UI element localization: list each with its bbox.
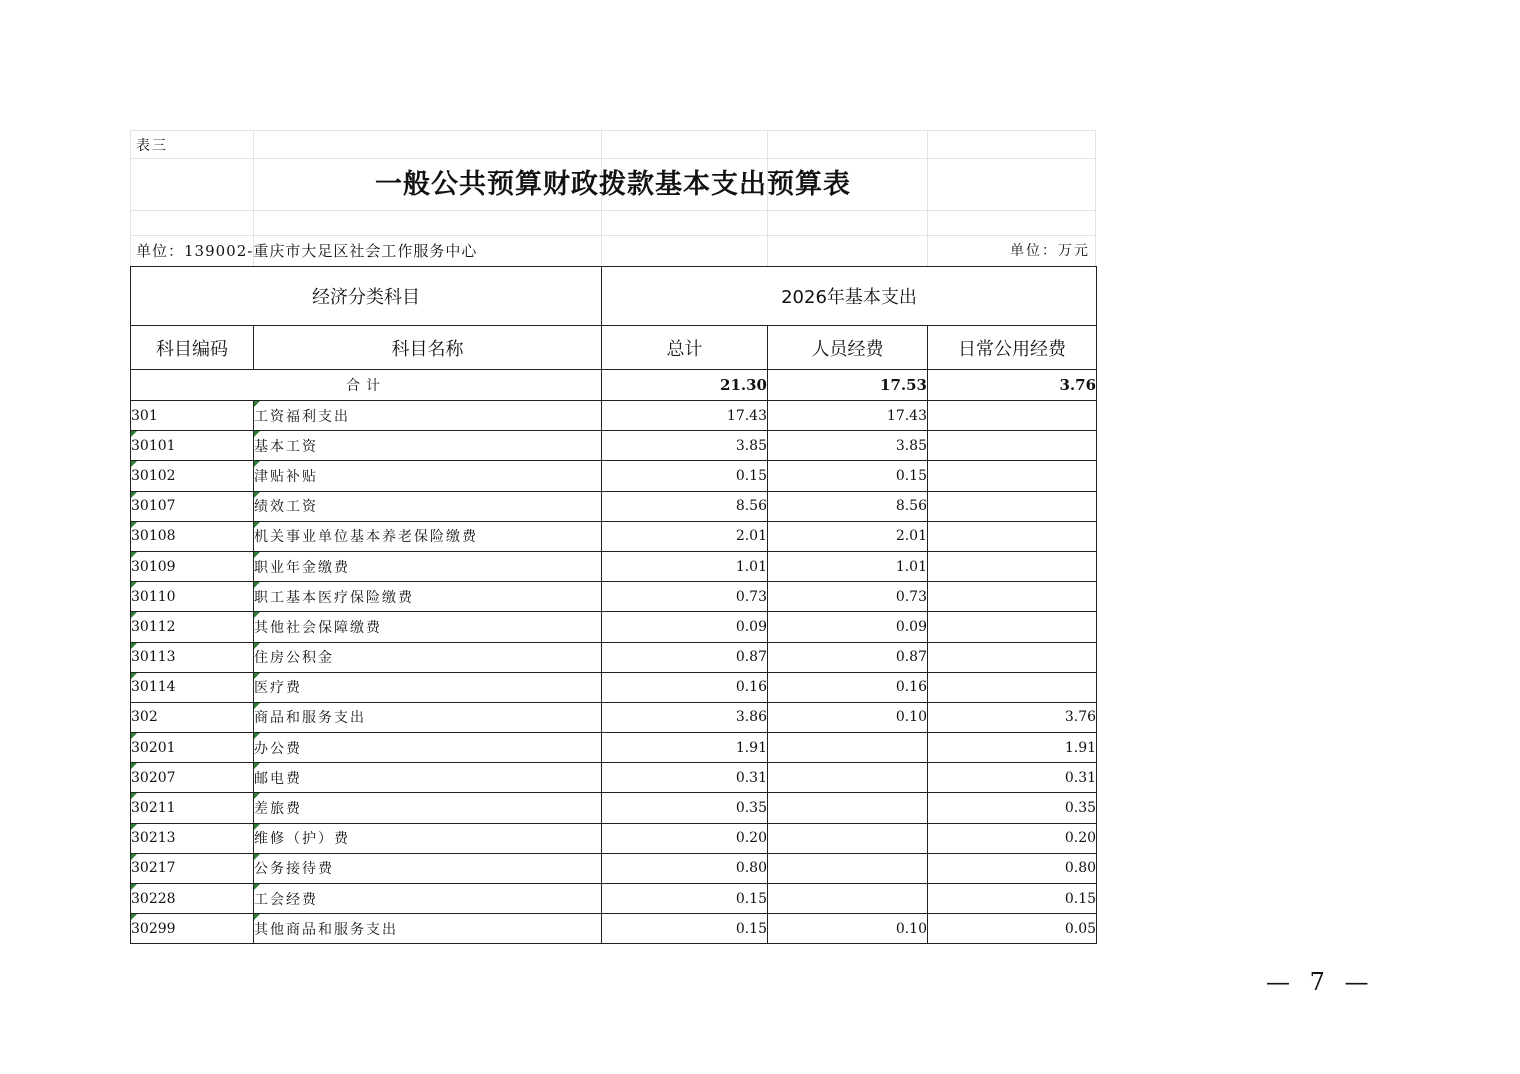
row-code [131, 461, 254, 491]
row-personnel-text: 8.56 [895, 498, 927, 515]
row-total-text: 17.43 [726, 407, 767, 424]
table-row [131, 733, 1097, 763]
row-personnel-text: 2.01 [895, 528, 927, 545]
row-code-text: 30114 [131, 679, 176, 696]
row-total-text: 0.87 [735, 649, 767, 666]
row-total-text: 0.15 [735, 920, 767, 937]
row-name-text: 津贴补贴 [254, 468, 318, 485]
row-code [131, 733, 254, 763]
row-public [928, 642, 1097, 672]
cell-marker-icon [254, 461, 260, 467]
cell-marker-icon [254, 492, 260, 498]
table-row [131, 793, 1097, 823]
row-name [254, 763, 602, 793]
row-personnel [768, 823, 928, 853]
row-personnel-text: 17.43 [886, 407, 927, 424]
cell-marker-icon [254, 401, 260, 407]
row-name-text: 机关事业单位基本养老保险缴费 [254, 529, 478, 546]
row-total [602, 733, 768, 763]
cell-marker-icon [131, 612, 137, 618]
table-row [131, 551, 1097, 581]
total-personnel: 17.53 [768, 370, 928, 401]
row-code-text: 302 [131, 709, 158, 726]
unit-organization: 单位：139002-重庆市大足区社会工作服务中心 [136, 242, 478, 260]
row-personnel [768, 884, 928, 914]
row-code [131, 582, 254, 612]
row-public [928, 672, 1097, 702]
row-name-text: 其他商品和服务支出 [254, 921, 398, 938]
cell-marker-icon [254, 854, 260, 860]
row-name [254, 551, 602, 581]
cell-marker-icon [254, 431, 260, 437]
row-public [928, 612, 1097, 642]
row-code-text: 30299 [131, 920, 176, 937]
row-code-text: 30113 [131, 649, 176, 666]
row-total [602, 551, 768, 581]
total-label: 合计 [131, 370, 602, 401]
row-public-text: 0.05 [1064, 920, 1097, 937]
row-public [928, 733, 1097, 763]
row-total-text: 3.85 [735, 437, 767, 454]
row-code [131, 672, 254, 702]
row-personnel [768, 642, 928, 672]
row-total [602, 491, 768, 521]
row-public [928, 551, 1097, 581]
table-row [131, 884, 1097, 914]
row-total [602, 853, 768, 883]
row-public [928, 401, 1097, 431]
row-name-text: 医疗费 [254, 680, 302, 697]
cell-marker-icon [131, 824, 137, 830]
row-total [602, 884, 768, 914]
table-row [131, 763, 1097, 793]
cell-marker-icon [131, 552, 137, 558]
row-personnel [768, 793, 928, 823]
row-name [254, 582, 602, 612]
row-name [254, 853, 602, 883]
header-economic-category: 经济分类科目 [131, 267, 602, 326]
row-name [254, 491, 602, 521]
row-code-text: 30110 [131, 588, 176, 605]
row-name-text: 工资福利支出 [254, 408, 350, 425]
table-row [131, 914, 1097, 944]
cell-marker-icon [254, 552, 260, 558]
table-row [131, 672, 1097, 702]
row-public [928, 853, 1097, 883]
row-personnel-text: 0.10 [895, 709, 927, 726]
row-name-text: 差旅费 [254, 801, 302, 818]
cell-marker-icon [254, 673, 260, 679]
row-personnel-text: 0.87 [895, 649, 927, 666]
cell-marker-icon [131, 582, 137, 588]
cell-marker-icon [131, 733, 137, 739]
row-total-text: 0.80 [735, 860, 767, 877]
cell-marker-icon [254, 643, 260, 649]
row-name-text: 商品和服务支出 [254, 710, 366, 727]
row-personnel [768, 702, 928, 732]
row-code-text: 30213 [131, 830, 176, 847]
row-code-text: 30101 [131, 437, 176, 454]
row-code-text: 30228 [131, 890, 176, 907]
row-name [254, 431, 602, 461]
cell-marker-icon [254, 733, 260, 739]
cell-marker-icon [131, 793, 137, 799]
table-row [131, 521, 1097, 551]
header-code: 科目编码 [131, 326, 254, 370]
cell-marker-icon [254, 824, 260, 830]
row-public [928, 793, 1097, 823]
row-name [254, 823, 602, 853]
row-personnel [768, 763, 928, 793]
table-row [131, 491, 1097, 521]
cell-marker-icon [254, 793, 260, 799]
row-code [131, 642, 254, 672]
cell-marker-icon [131, 854, 137, 860]
row-code-text: 30112 [131, 618, 176, 635]
row-code [131, 793, 254, 823]
row-personnel [768, 582, 928, 612]
row-name [254, 672, 602, 702]
row-name [254, 612, 602, 642]
row-public-text: 0.15 [1064, 890, 1097, 907]
cell-marker-icon [131, 763, 137, 769]
row-name-text: 住房公积金 [254, 650, 334, 667]
row-total [602, 793, 768, 823]
row-public [928, 884, 1097, 914]
row-total-text: 0.15 [735, 890, 767, 907]
row-name [254, 702, 602, 732]
row-name-text: 邮电费 [254, 770, 302, 787]
row-personnel [768, 401, 928, 431]
total-total: 21.30 [602, 370, 768, 401]
row-code [131, 853, 254, 883]
total-public: 3.76 [928, 370, 1097, 401]
row-total [602, 763, 768, 793]
cell-marker-icon [254, 763, 260, 769]
row-name-text: 其他社会保障缴费 [254, 619, 382, 636]
table-row [131, 702, 1097, 732]
header-name: 科目名称 [254, 326, 602, 370]
row-code [131, 521, 254, 551]
header-basic-expenditure: 2026年基本支出 [602, 267, 1097, 326]
row-name [254, 401, 602, 431]
row-total [602, 642, 768, 672]
table-row [131, 642, 1097, 672]
row-name [254, 461, 602, 491]
row-total-text: 0.73 [735, 588, 767, 605]
row-name-text: 职工基本医疗保险缴费 [254, 589, 414, 606]
row-name-text: 工会经费 [254, 891, 318, 908]
header-total: 总计 [602, 326, 768, 370]
row-code [131, 431, 254, 461]
row-public [928, 702, 1097, 732]
row-name-text: 绩效工资 [254, 499, 318, 516]
table-row [131, 431, 1097, 461]
row-personnel-text: 0.73 [895, 588, 927, 605]
row-public [928, 763, 1097, 793]
row-total-text: 0.09 [735, 618, 767, 635]
page-number: — 7 — [1266, 968, 1375, 996]
row-total [602, 401, 768, 431]
row-total [602, 823, 768, 853]
row-code [131, 491, 254, 521]
table-row [131, 823, 1097, 853]
table-row [131, 612, 1097, 642]
row-total-text: 1.91 [735, 739, 767, 756]
row-total-text: 8.56 [735, 498, 767, 515]
row-total-text: 0.16 [735, 679, 767, 696]
cell-marker-icon [131, 492, 137, 498]
row-public [928, 461, 1097, 491]
row-name-text: 办公费 [254, 740, 302, 757]
row-personnel-text: 1.01 [895, 558, 927, 575]
cell-marker-icon [131, 643, 137, 649]
row-public [928, 521, 1097, 551]
row-total [602, 582, 768, 612]
row-personnel [768, 461, 928, 491]
row-personnel [768, 551, 928, 581]
row-personnel-text: 0.09 [895, 618, 927, 635]
cell-marker-icon [131, 461, 137, 467]
row-code-text: 30201 [131, 739, 176, 756]
row-public-text: 0.35 [1064, 800, 1097, 817]
row-total-text: 0.35 [735, 800, 767, 817]
cell-marker-icon [131, 522, 137, 528]
table-tag: 表三 [136, 138, 168, 154]
row-code [131, 702, 254, 732]
row-code-text: 301 [131, 407, 158, 424]
row-code-text: 30217 [131, 860, 176, 877]
row-public-text: 0.80 [1064, 860, 1097, 877]
row-public-text: 3.76 [1064, 709, 1097, 726]
row-total-text: 3.86 [735, 709, 767, 726]
row-public [928, 823, 1097, 853]
row-code-text: 30211 [131, 800, 176, 817]
row-code [131, 551, 254, 581]
row-total [602, 461, 768, 491]
cell-marker-icon [254, 612, 260, 618]
row-personnel [768, 672, 928, 702]
row-name [254, 793, 602, 823]
row-code-text: 30107 [131, 498, 176, 515]
unit-currency: 单位：万元 [1010, 243, 1090, 259]
row-personnel-text: 3.85 [895, 437, 927, 454]
page-title: 一般公共预算财政拨款基本支出预算表 [375, 169, 851, 200]
row-personnel [768, 491, 928, 521]
row-total [602, 702, 768, 732]
row-code [131, 914, 254, 944]
row-code-text: 30207 [131, 769, 176, 786]
row-total [602, 612, 768, 642]
row-code-text: 30109 [131, 558, 176, 575]
row-total-text: 0.15 [735, 467, 767, 484]
cell-marker-icon [254, 703, 260, 709]
row-personnel-text: 0.15 [895, 467, 927, 484]
row-personnel [768, 521, 928, 551]
cell-marker-icon [254, 884, 260, 890]
table-row [131, 461, 1097, 491]
row-personnel [768, 431, 928, 461]
row-code [131, 401, 254, 431]
cell-marker-icon [254, 582, 260, 588]
table-row [131, 853, 1097, 883]
row-personnel [768, 853, 928, 883]
row-personnel [768, 914, 928, 944]
row-code [131, 612, 254, 642]
row-name [254, 884, 602, 914]
row-name [254, 914, 602, 944]
row-total [602, 672, 768, 702]
row-name-text: 维修（护）费 [254, 831, 350, 848]
header-public: 日常公用经费 [928, 326, 1097, 370]
row-name-text: 基本工资 [254, 438, 318, 455]
row-total-text: 0.31 [735, 769, 767, 786]
row-public-text: 0.31 [1064, 769, 1097, 786]
cell-marker-icon [254, 914, 260, 920]
table-row [131, 401, 1097, 431]
row-personnel-text: 0.10 [895, 920, 927, 937]
row-name [254, 733, 602, 763]
row-name [254, 521, 602, 551]
row-public [928, 914, 1097, 944]
row-total [602, 914, 768, 944]
row-personnel [768, 733, 928, 763]
row-name [254, 642, 602, 672]
cell-marker-icon [254, 522, 260, 528]
row-personnel [768, 612, 928, 642]
row-public-text: 1.91 [1064, 739, 1097, 756]
total-row [131, 370, 1097, 401]
budget-table [130, 266, 1097, 944]
cell-marker-icon [131, 431, 137, 437]
row-public-text: 0.20 [1064, 830, 1097, 847]
row-code [131, 884, 254, 914]
row-total [602, 521, 768, 551]
row-personnel-text: 0.16 [895, 679, 927, 696]
row-name-text: 公务接待费 [254, 861, 334, 878]
cell-marker-icon [131, 884, 137, 890]
row-total [602, 431, 768, 461]
row-code [131, 763, 254, 793]
row-total-text: 2.01 [735, 528, 767, 545]
row-code [131, 823, 254, 853]
row-total-text: 0.20 [735, 830, 767, 847]
row-public [928, 582, 1097, 612]
row-total-text: 1.01 [735, 558, 767, 575]
row-public [928, 491, 1097, 521]
header-personnel: 人员经费 [768, 326, 928, 370]
row-public [928, 431, 1097, 461]
row-name-text: 职业年金缴费 [254, 559, 350, 576]
row-code-text: 30102 [131, 467, 176, 484]
cell-marker-icon [131, 673, 137, 679]
cell-marker-icon [131, 914, 137, 920]
row-code-text: 30108 [131, 528, 176, 545]
table-row [131, 582, 1097, 612]
